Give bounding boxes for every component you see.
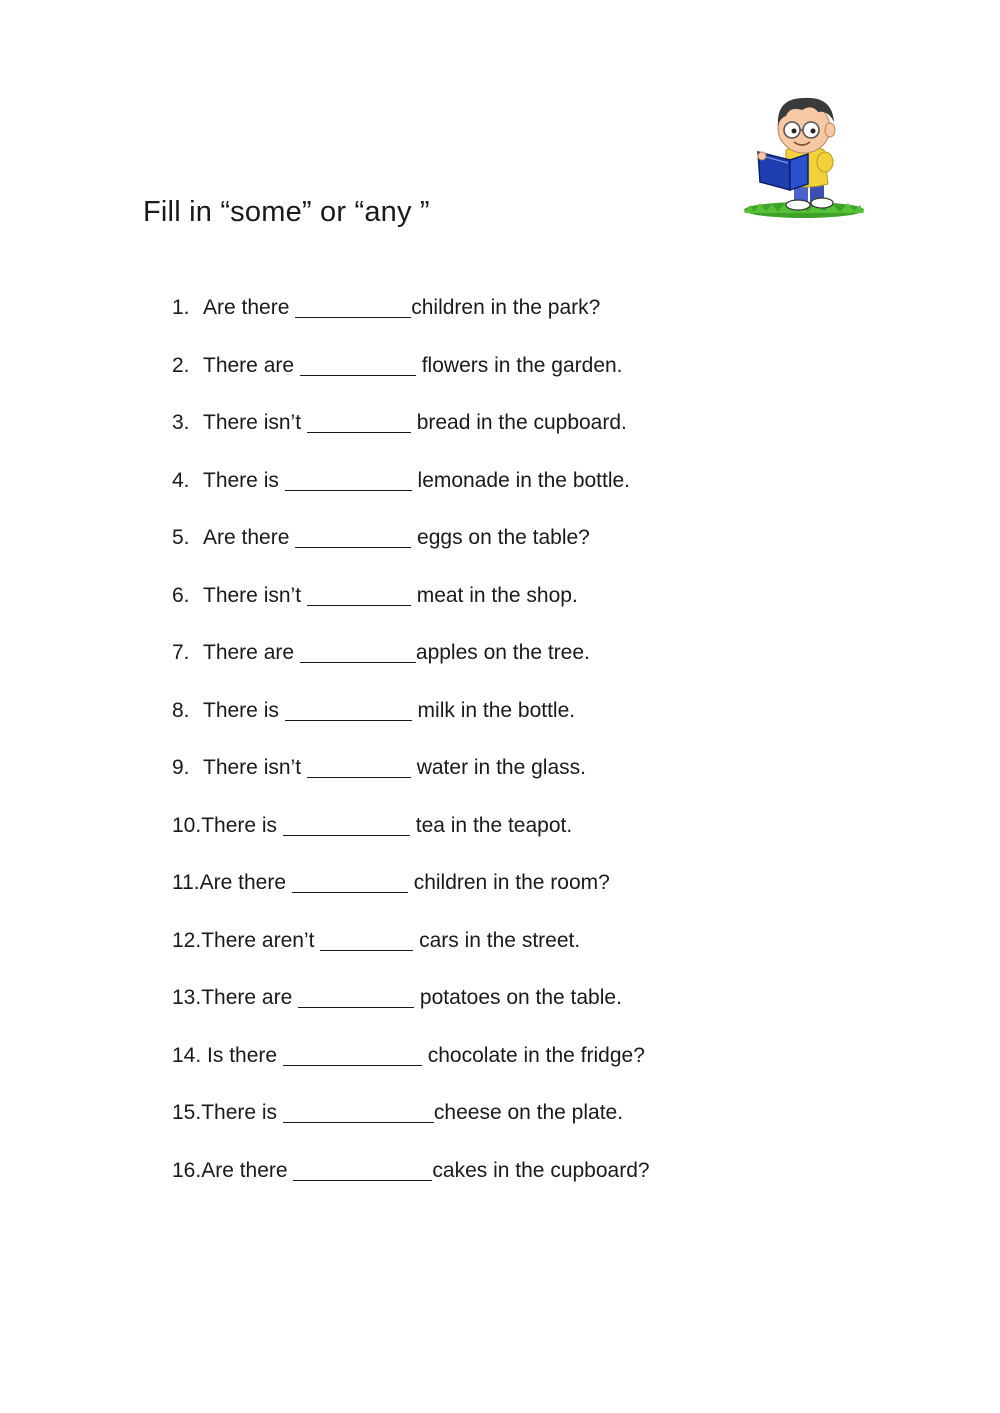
item-number: 9. (172, 756, 190, 779)
exercise-item (172, 580, 650, 638)
item-number: 2. (172, 353, 190, 377)
item-number: 10. (172, 813, 202, 837)
item-number: 5. (172, 526, 190, 549)
answer-blank[interactable] (285, 696, 412, 721)
exercise-item (172, 695, 650, 753)
item-text-after: children in the park? (411, 296, 601, 319)
item-text-before: Are there (201, 1158, 294, 1182)
exercise-item (172, 350, 650, 408)
answer-blank[interactable] (293, 1156, 432, 1181)
item-number: 4. (172, 468, 190, 492)
item-text-after: eggs on the table? (411, 526, 590, 549)
item-text-before: There is (201, 1101, 283, 1124)
answer-blank[interactable] (307, 753, 411, 778)
item-text-after: tea in the teapot. (409, 813, 573, 837)
worksheet-title: Fill in “some” or “any ” (143, 196, 430, 228)
answer-blank[interactable] (283, 1041, 422, 1066)
item-text-after: flowers in the garden. (415, 353, 623, 377)
exercise-item (172, 752, 650, 810)
item-text-after: chocolate in the fridge? (421, 1043, 645, 1067)
item-text-after: cakes in the cupboard? (432, 1158, 650, 1182)
answer-blank[interactable] (292, 868, 408, 893)
answer-blank[interactable] (307, 408, 411, 433)
answer-blank[interactable] (320, 926, 413, 951)
boy-reading-book-icon (738, 92, 868, 224)
answer-blank[interactable] (298, 983, 414, 1008)
exercise-item (172, 1097, 650, 1155)
answer-blank[interactable] (307, 581, 411, 606)
item-text-before: There are (201, 986, 299, 1009)
item-text-before: Is there (207, 1043, 283, 1067)
item-text-after: milk in the bottle. (411, 698, 576, 722)
exercise-item (172, 1155, 650, 1213)
item-text-before: There isn’t (203, 583, 307, 607)
item-text-after: children in the room? (407, 871, 610, 894)
item-text-before: There are (203, 353, 300, 377)
item-text-after: meat in the shop. (410, 583, 578, 607)
item-number: 14. (172, 1043, 208, 1067)
item-text-before: There isn’t (203, 756, 307, 779)
item-text-before: There aren’t (201, 928, 321, 952)
answer-blank[interactable] (283, 1098, 434, 1123)
item-number: 1. (172, 296, 190, 319)
exercise-item (172, 867, 650, 925)
exercise-item (172, 407, 650, 465)
exercise-item (172, 637, 650, 695)
item-text-before: Are there (203, 296, 296, 319)
item-text-after: bread in the cupboard. (410, 411, 627, 434)
answer-blank[interactable] (295, 293, 411, 318)
exercise-item (172, 465, 650, 523)
item-text-after: water in the glass. (410, 756, 586, 779)
exercise-list (172, 292, 650, 1212)
item-text-after: potatoes on the table. (414, 986, 622, 1009)
item-text-before: Are there (199, 871, 292, 894)
item-text-before: Are there (203, 526, 296, 549)
item-number: 6. (172, 583, 190, 607)
item-text-before: There isn’t (203, 411, 307, 434)
item-number: 7. (172, 641, 190, 664)
item-number: 15. (172, 1101, 202, 1124)
answer-blank[interactable] (300, 351, 416, 376)
exercise-item (172, 1040, 650, 1098)
exercise-item (172, 810, 650, 868)
exercise-item (172, 522, 650, 580)
item-text-after: cheese on the plate. (433, 1101, 624, 1124)
item-number: 12. (172, 928, 202, 952)
exercise-item (172, 982, 650, 1040)
exercise-item (172, 925, 650, 983)
item-text-after: apples on the tree. (415, 641, 590, 664)
item-text-before: There is (201, 813, 283, 837)
item-text-before: There is (203, 698, 285, 722)
item-text-after: lemonade in the bottle. (411, 468, 631, 492)
item-text-after: cars in the street. (413, 928, 581, 952)
item-number: 13. (172, 986, 202, 1009)
item-number: 3. (172, 411, 190, 434)
item-number: 16. (172, 1158, 202, 1182)
exercise-item (172, 292, 650, 350)
answer-blank[interactable] (295, 523, 411, 548)
item-number: 8. (172, 698, 190, 722)
answer-blank[interactable] (283, 811, 410, 836)
item-text-before: There are (203, 641, 300, 664)
answer-blank[interactable] (285, 466, 412, 491)
item-number: 11. (172, 871, 200, 894)
answer-blank[interactable] (300, 638, 416, 663)
item-text-before: There is (203, 468, 285, 492)
